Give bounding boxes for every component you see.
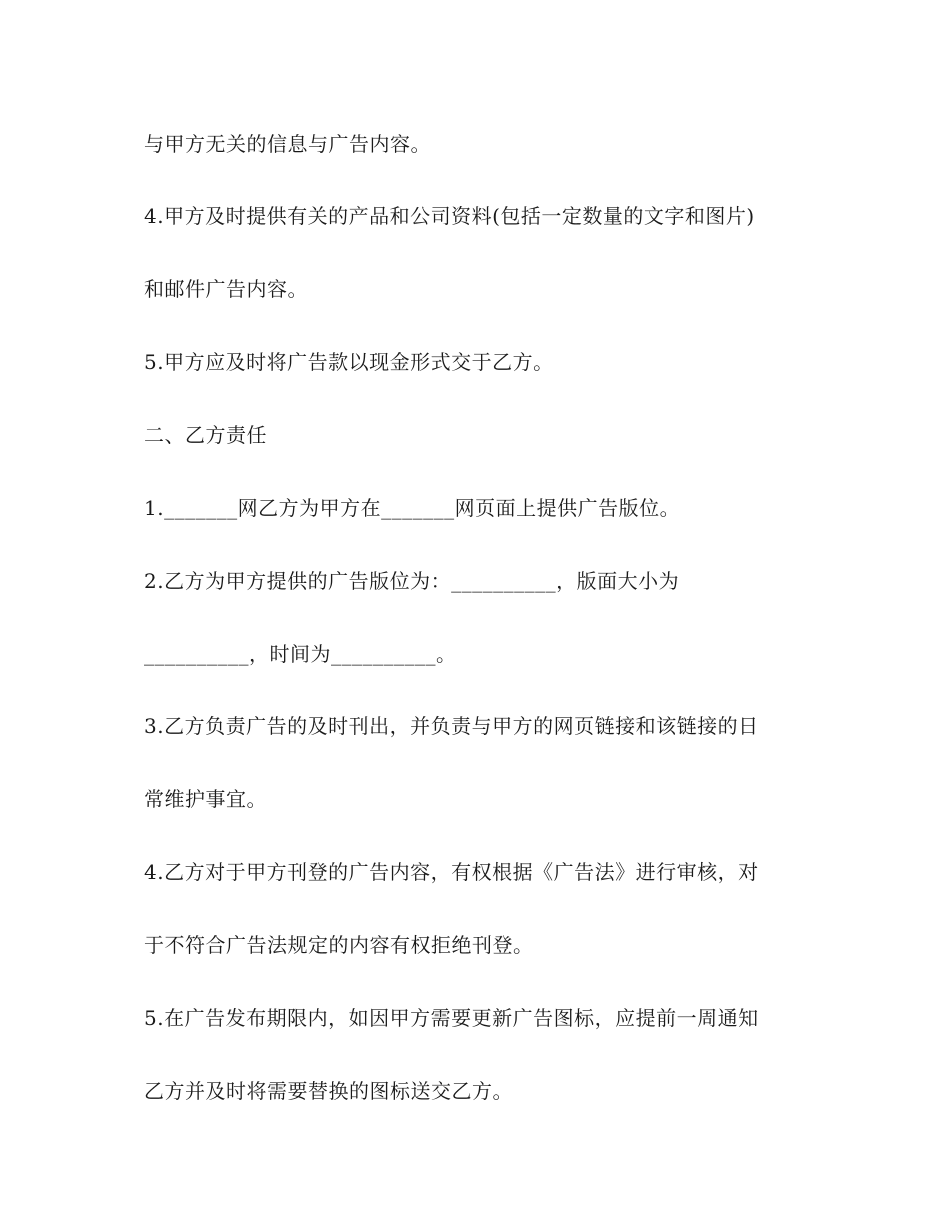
text-line-2: 4.甲方及时提供有关的产品和公司资料(包括一定数量的文字和图片)	[144, 204, 755, 228]
text-line-11: 4.乙方对于甲方刊登的广告内容，有权根据《广告法》进行审核，对	[144, 860, 759, 884]
text-line-12: 于不符合广告法规定的内容有权拒绝刊登。	[144, 933, 534, 957]
text-line-4: 5.甲方应及时将广告款以现金形式交于乙方。	[144, 350, 554, 374]
text-line-13: 5.在广告发布期限内，如因甲方需要更新广告图标，应提前一周通知	[144, 1006, 759, 1030]
text-line-7: 2.乙方为甲方提供的广告版位为：__________，版面大小为	[144, 569, 680, 593]
text-line-8: __________，时间为__________。	[144, 642, 457, 666]
text-line-6: 1._______网乙方为甲方在_______网页面上提供广告版位。	[144, 496, 681, 520]
text-line-10: 常维护事宜。	[144, 787, 267, 811]
text-line-14: 乙方并及时将需要替换的图标送交乙方。	[144, 1079, 513, 1103]
text-line-1: 与甲方无关的信息与广告内容。	[144, 132, 431, 156]
text-line-3: 和邮件广告内容。	[144, 277, 308, 301]
text-line-9: 3.乙方负责广告的及时刊出，并负责与甲方的网页链接和该链接的日	[144, 714, 759, 738]
section-heading: 二、乙方责任	[144, 423, 267, 447]
